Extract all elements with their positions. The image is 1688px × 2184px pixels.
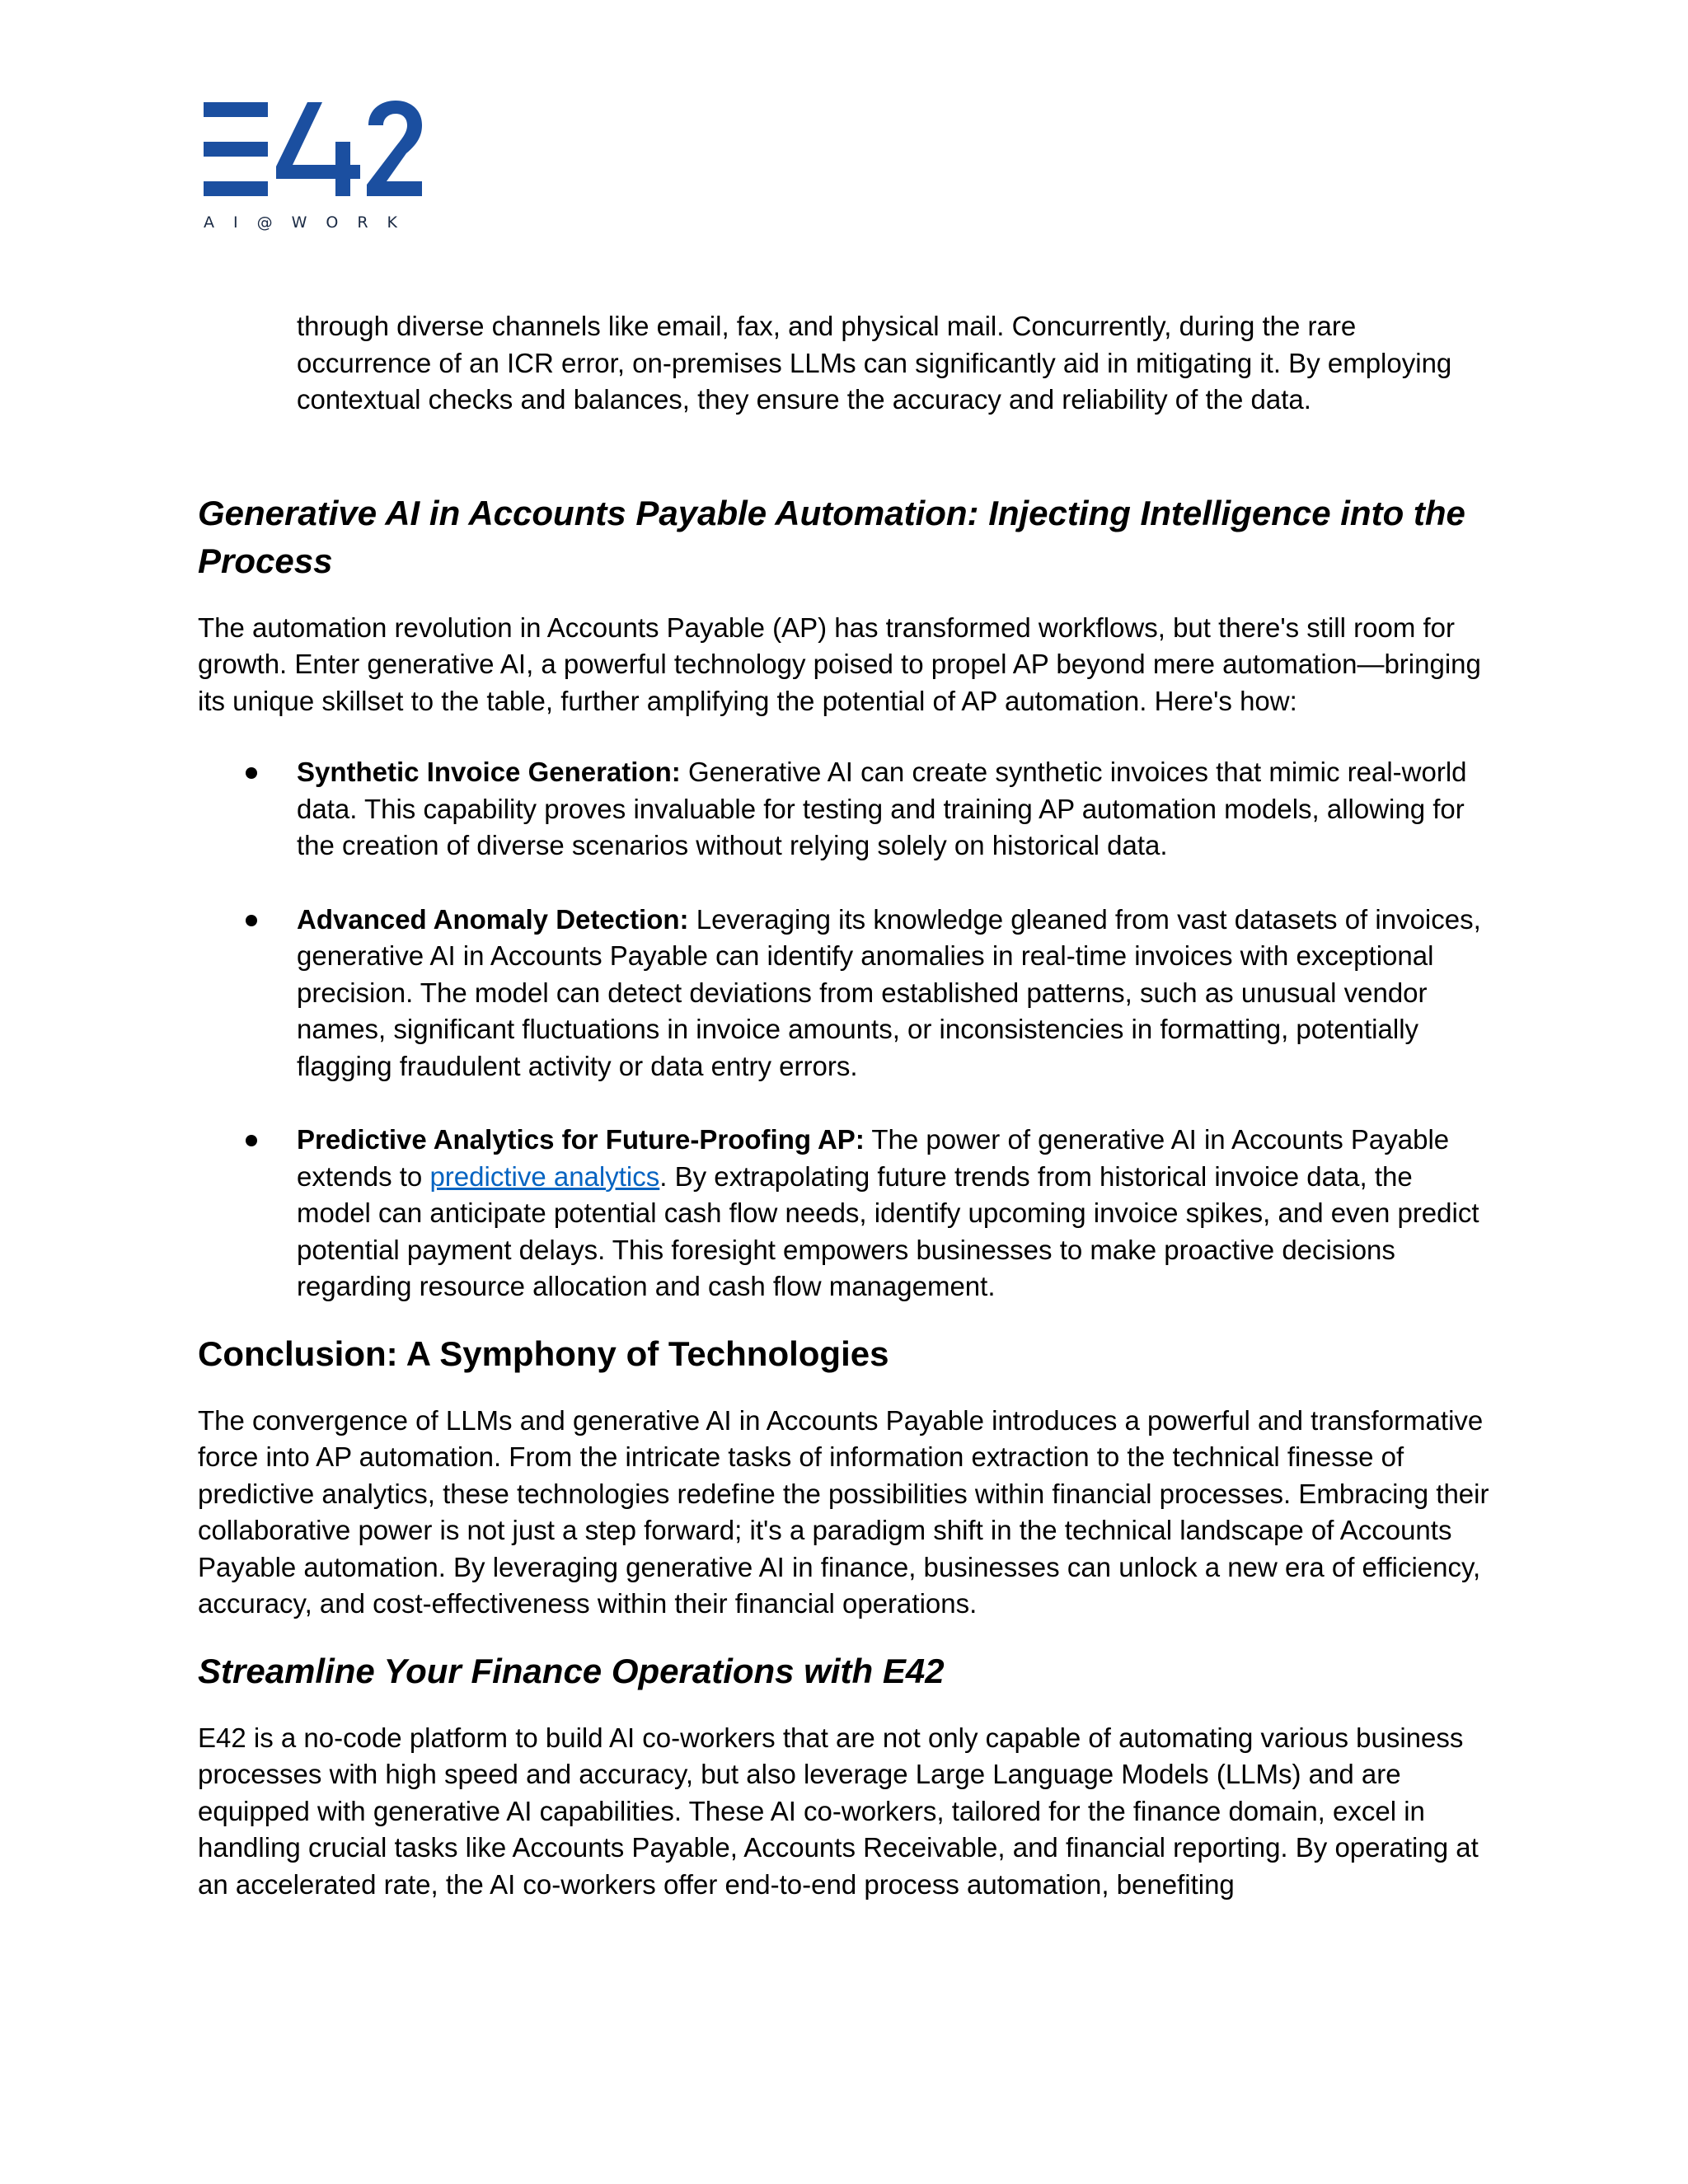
bullet-text: The power of generative AI in Accounts Payable extends to [297,1124,1450,1192]
section-paragraph-e42: E42 is a no-code platform to build AI co-workers that are not only capable of automating various business processes with high speed and accuracy, but also leverage Large Language Models (LLMs) and are equipped with generative AI capabilities. These AI co-workers, tailored for the finance domain, excel in handling crucial tasks like Accounts Payable, Accounts Receivable, and financial reporting. By operating at an accelerated rate, the AI co-workers offer end-to-end process automation, benefiting [198,1722,1479,1900]
bullet-text: Generative AI can create synthetic invoices that mimic real-world data. This capability proves invaluable for testing and training AP automation models, allowing for the creation of diverse scenarios without relying solely on historical data. [297,757,1467,860]
section-paragraph-automation: The automation revolution in Accounts Payable (AP) has transformed workflows, but there's still room for growth. Enter generative AI, a powerful technology poised to propel AP beyond mere automation—bringing its unique skillset to the table, further amplifying the potential of AP automation. Here's how: [198,612,1481,716]
e42-logo-mark [204,101,422,198]
section-heading-generative-ai: Generative AI in Accounts Payable Automation: Injecting Intelligence into the Process [198,493,1465,580]
list-item [198,902,1492,1085]
section-paragraph-conclusion: The convergence of LLMs and generative AI in Accounts Payable introduces a powerful and transformative force into AP automation. From the intricate tasks of information extraction to the technical finesse of predictive analytics, these technologies redefine the possibilities within financial processes. Embracing their collaborative power is not just a step forward; it's a paradigm shift in the technical landscape of Accounts Payable automation. By leveraging generative AI in finance, businesses can unlock a new era of efficiency, accuracy, and cost-effectiveness within their financial operations. [198,1404,1489,1619]
section-heading-streamline: Streamline Your Finance Operations with E42 [198,1651,945,1690]
bullet-list [198,754,1492,1305]
bullet-title: Predictive Analytics for Future-Proofing AP: [297,1124,865,1155]
document-body [198,308,1492,1903]
bullet-icon [246,767,257,779]
e42-logo [204,101,422,241]
logo-tagline: AI@WORK [204,213,417,232]
bullet-title: Synthetic Invoice Generation: [297,757,681,787]
bullet-icon [246,1135,257,1146]
bullet-text: . By extrapolating future trends from historical invoice data, the model can anticipate potential cash flow needs, identify upcoming invoice spikes, and even predict potential payment delays. This foresight empowers businesses to make proactive decisions regarding resource allocation and cash flow management. [297,1160,1479,1301]
bullet-text: Leveraging its knowledge gleaned from vast datasets of invoices, generative AI in Accounts Payable can identify anomalies in real-time invoices with exceptional precision. The model can detect deviations from established patterns, such as unusual vendor names, significant fluctuations in invoice amounts, or inconsistencies in formatting, potentially flagging fraudulent activity or data entry errors. [297,903,1481,1081]
list-item [198,754,1492,865]
list-item [198,1122,1492,1305]
bullet-title: Advanced Anomaly Detection: [297,903,689,935]
predictive-analytics-link[interactable]: predictive analytics [429,1160,660,1192]
bullet-icon [246,915,257,926]
intro-paragraph: through diverse channels like email, fax, and physical mail. Concurrently, during the rare occurrence of an ICR error, on-premises LLMs can significantly aid in mitigating it. By employing contextual checks and balances, they ensure the accuracy and reliability of the data. [297,311,1452,415]
section-heading-conclusion: Conclusion: A Symphony of Technologies [198,1333,889,1373]
